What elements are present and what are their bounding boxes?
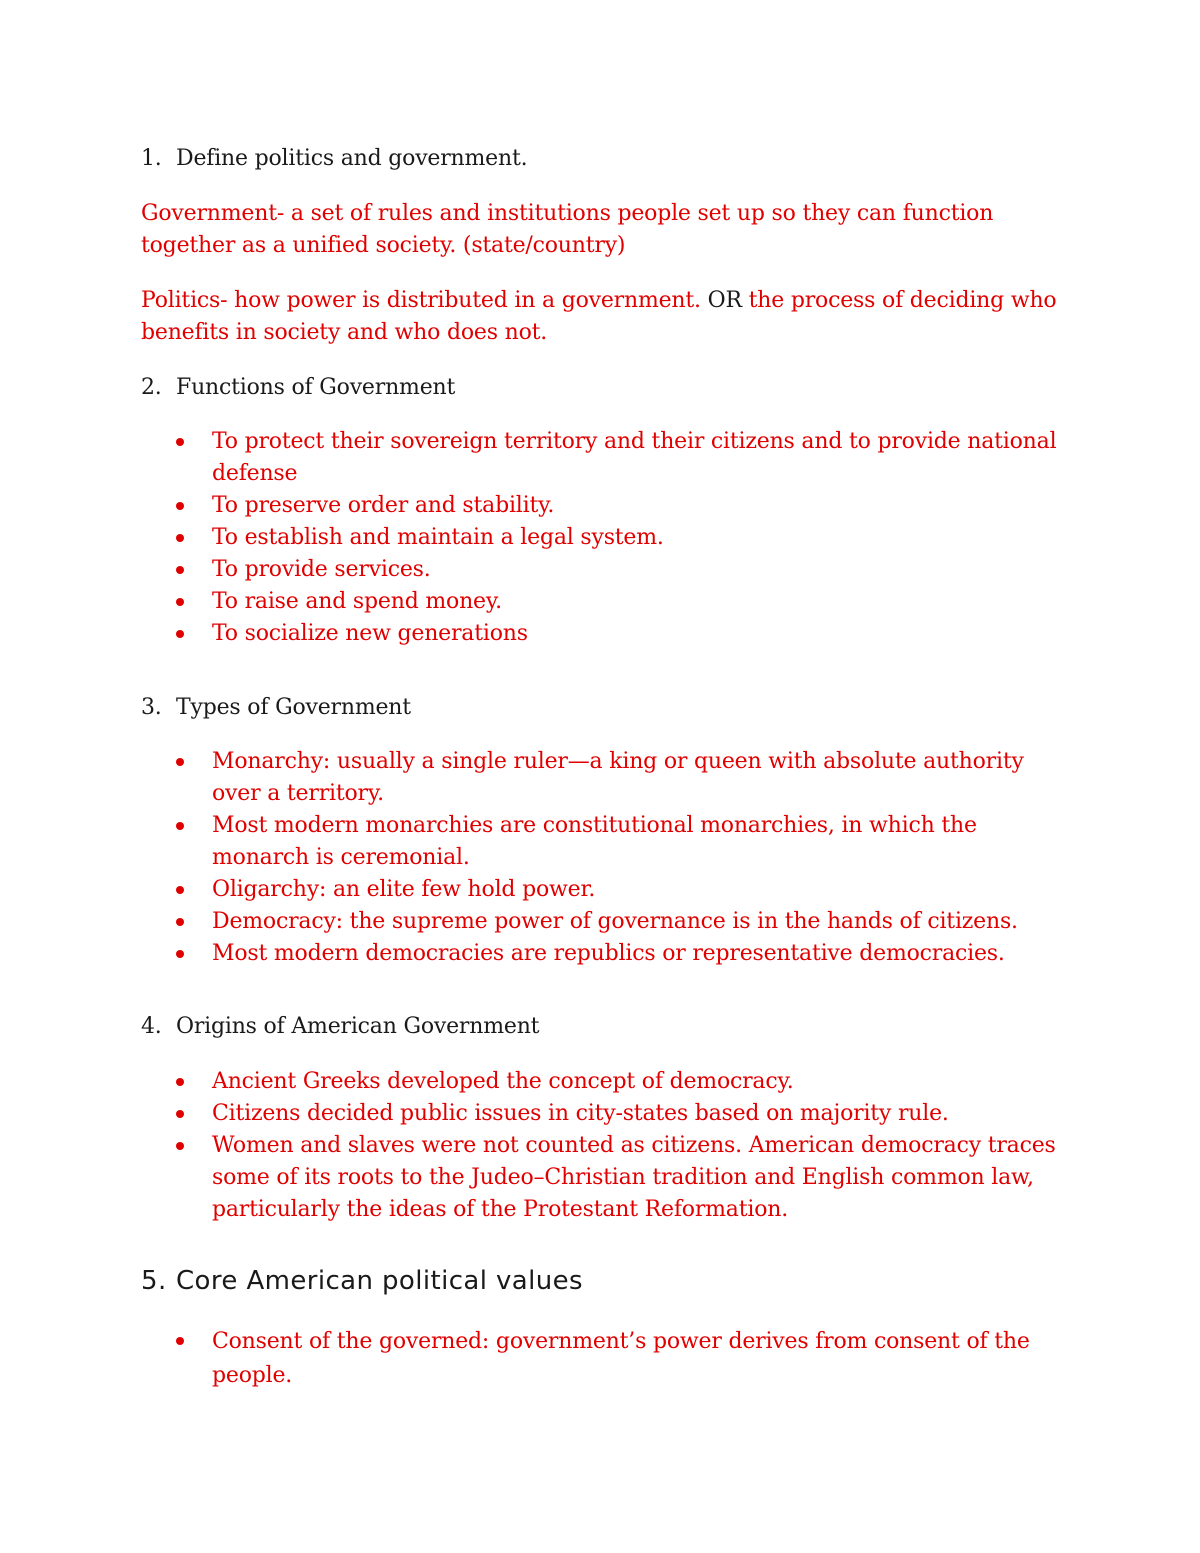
list-item-text: Most modern monarchies are constitutional monarchies, in which the monarch is ceremonial. [212, 813, 977, 870]
bullet-list-functions [0, 426, 1100, 650]
question-title: Origins of American Government [176, 1014, 540, 1039]
bullet-icon [176, 630, 184, 638]
bullet-icon [176, 1110, 184, 1118]
list-item-text: To socialize new generations [212, 621, 528, 646]
list-item [0, 490, 1062, 522]
list-item-text: To raise and spend money. [212, 589, 502, 614]
list-item-text: To establish and maintain a legal system. [212, 525, 664, 550]
question-number: 2. [141, 375, 162, 400]
bullet-icon [176, 566, 184, 574]
list-item [0, 522, 1062, 554]
question-1 [141, 146, 527, 171]
list-item-text: To protect their sovereign territory and their citizens and to provide national defense [212, 429, 1057, 486]
bullet-icon [176, 758, 184, 766]
bullet-icon [176, 918, 184, 926]
question-4 [141, 1014, 539, 1039]
bullet-icon [176, 534, 184, 542]
list-item-text: Ancient Greeks developed the concept of democracy. [212, 1069, 794, 1094]
list-item-text: Consent of the governed: government’s power derives from consent of the people. [212, 1329, 1030, 1388]
bullet-icon [176, 438, 184, 446]
list-item [0, 810, 1062, 874]
bullet-icon [176, 1142, 184, 1150]
question-number: 1. [141, 146, 162, 171]
list-item [0, 618, 1062, 650]
list-item [0, 906, 1062, 938]
question-title: Functions of Government [176, 375, 456, 400]
list-item [0, 586, 1062, 618]
bullet-list-values [0, 1325, 1100, 1393]
politics-or-connector: OR [707, 288, 742, 313]
bullet-icon [176, 950, 184, 958]
list-item [0, 938, 1062, 970]
bullet-icon [176, 1078, 184, 1086]
bullet-icon [176, 1337, 184, 1345]
question-title: Core American political values [176, 1266, 583, 1296]
bullet-list-types [0, 746, 1100, 970]
list-item [0, 1130, 1062, 1226]
bullet-icon [176, 598, 184, 606]
politics-definition-part-2: the process of deciding who benefits in society and who does not. [141, 288, 1057, 345]
list-item-text: Democracy: the supreme power of governance is in the hands of citizens. [212, 909, 1018, 934]
list-item [0, 426, 1062, 490]
list-item-text: Citizens decided public issues in city-states based on majority rule. [212, 1101, 949, 1126]
question-title: Types of Government [176, 695, 411, 720]
question-number: 5. [141, 1266, 167, 1296]
question-number: 4. [141, 1014, 162, 1039]
question-number: 3. [141, 695, 162, 720]
list-item [0, 554, 1062, 586]
question-title: Define politics and government. [176, 146, 528, 171]
bullet-icon [176, 886, 184, 894]
list-item [0, 746, 1062, 810]
bullet-icon [176, 822, 184, 830]
list-item-text: To provide services. [212, 557, 431, 582]
answer-paragraph-politics [141, 285, 1061, 349]
list-item-text: Women and slaves were not counted as citizens. American democracy traces some of its roots to the Judeo–Christian tradition and English common law, particularly the ideas of the Protestant Reformation. [212, 1133, 1056, 1222]
list-item-text: Oligarchy: an elite few hold power. [212, 877, 596, 902]
list-item [0, 1325, 1062, 1393]
list-item-text: Monarchy: usually a single ruler—a king or queen with absolute authority over a territory. [212, 749, 1024, 806]
bullet-icon [176, 502, 184, 510]
question-5 [141, 1266, 583, 1296]
list-item-text: To preserve order and stability. [212, 493, 555, 518]
question-2 [141, 375, 455, 400]
list-item-text: Most modern democracies are republics or representative democracies. [212, 941, 1005, 966]
question-3 [141, 695, 411, 720]
list-item [0, 1098, 1062, 1130]
answer-paragraph-government: Government- a set of rules and institutions people set up so they can function together as a unified society. (state/country) [141, 201, 994, 258]
list-item [0, 874, 1062, 906]
bullet-list-origins [0, 1066, 1100, 1226]
list-item [0, 1066, 1062, 1098]
politics-definition-part-1: Politics- how power is distributed in a government. [141, 288, 708, 313]
